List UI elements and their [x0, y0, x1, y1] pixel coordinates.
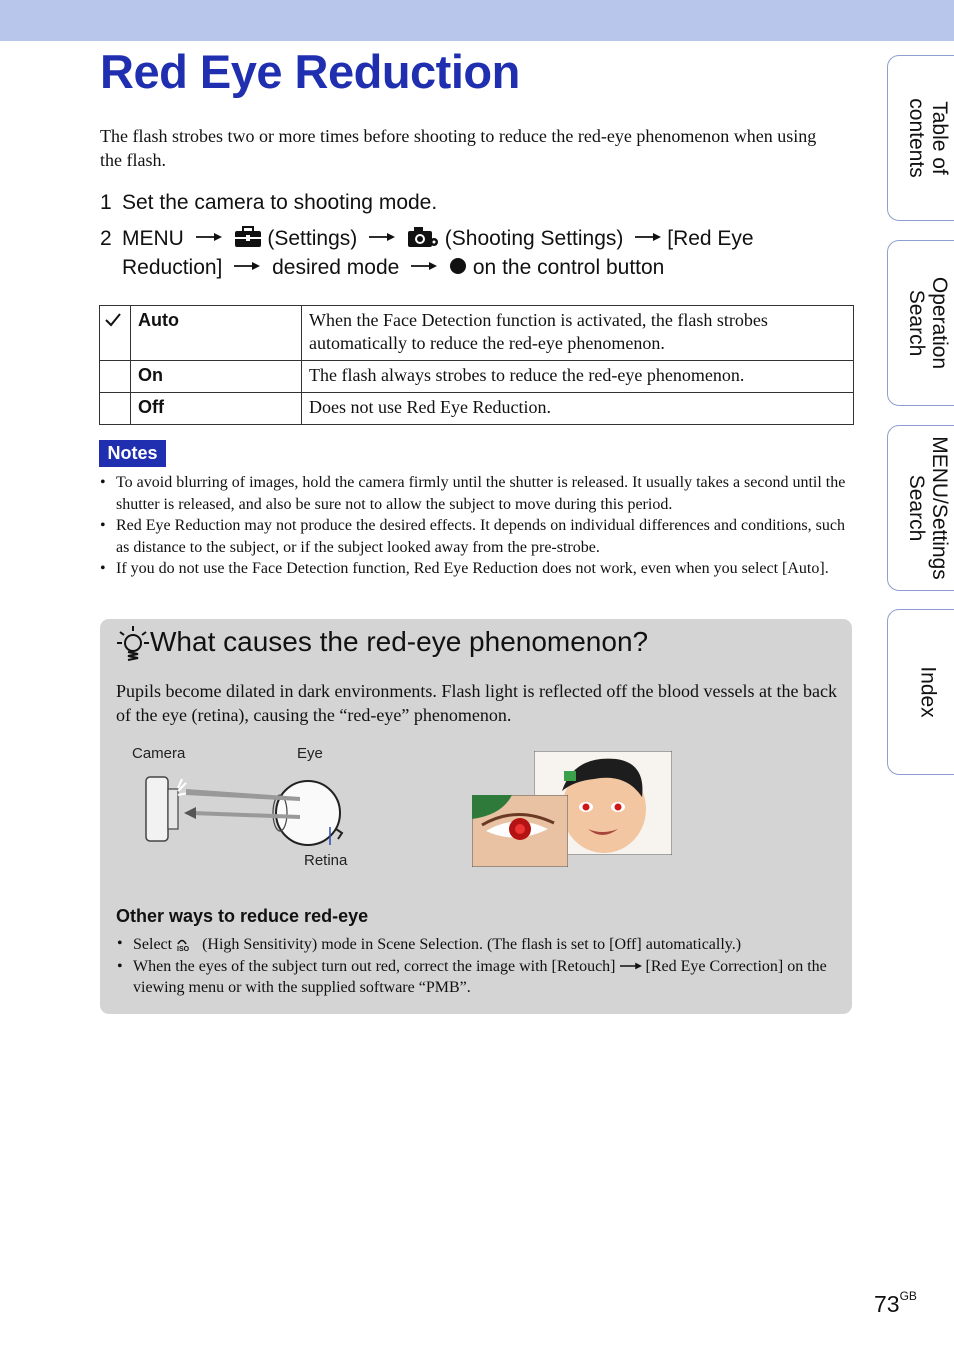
lightbulb-hint-icon [115, 624, 151, 664]
tab-index[interactable]: Index [887, 609, 954, 775]
diagram-label-camera: Camera [132, 745, 186, 762]
other-ways-list [116, 933, 838, 999]
default-checkmark-icon [105, 313, 121, 327]
intro-text: The flash strobes two or more times before shooting to reduce the red-eye phenomenon when using the flash. [100, 126, 817, 170]
table-row [100, 393, 854, 425]
hint-title: What causes the red-eye phenomenon? [150, 626, 649, 657]
notes-badge: Notes [99, 440, 166, 467]
step-1: 1 Set the camera to shooting mode. [100, 191, 438, 214]
svg-text:ISO: ISO [177, 946, 190, 952]
default-cell [100, 306, 131, 361]
default-cell [100, 393, 131, 425]
list-item: • To avoid blurring of images, hold the camera firmly until the shutter is released. It usually takes a second until the shutter is released, and also be sure not to allow the subject to move during this period. [100, 472, 852, 515]
list-item: • If you do not use the Face Detection function, Red Eye Reduction does not work, even when you select [Auto]. [100, 558, 852, 580]
menu-label: MENU [122, 227, 184, 250]
notes-list [100, 472, 852, 580]
arrow-icon [234, 261, 260, 271]
control-button-center-icon [449, 257, 467, 275]
hint-box [100, 619, 852, 1014]
arrow-icon [196, 232, 222, 242]
list-item: • Select ISO (High Sensitivity) mode in Scene Selection. (The flash is set to [Off] automatically.) [116, 933, 838, 956]
arrow-icon [411, 261, 437, 271]
red-eye-photo-closeup [472, 795, 568, 867]
page-title: Red Eye Reduction [100, 45, 520, 98]
hint-text: Pupils become dilated in dark environments. Flash light is reflected off the blood vessels at the back of the eye (retina), causing the “red-eye” phenomenon. [116, 681, 838, 725]
table-row [100, 361, 854, 393]
red-eye-diagram [140, 771, 360, 851]
header-bar [0, 0, 954, 41]
tab-menu-settings-search[interactable]: MENU/Settings Search [887, 425, 954, 591]
tab-table-of-contents[interactable]: Table of contents [887, 55, 954, 221]
page-number: $73^{GB}$ [874, 1289, 917, 1317]
high-sensitivity-iso-icon [176, 936, 198, 952]
mode-name: Off [131, 393, 302, 425]
mode-name: On [131, 361, 302, 393]
mode-description: Does not use Red Eye Reduction. [302, 393, 854, 425]
toolbox-icon [234, 226, 262, 248]
table-row [100, 306, 854, 361]
arrow-icon [620, 961, 642, 971]
mode-description: The flash always strobes to reduce the red-eye phenomenon. [302, 361, 854, 393]
arrow-icon [635, 232, 661, 242]
camera-settings-icon [407, 225, 439, 249]
mode-description: When the Face Detection function is activated, the flash strobes automatically to reduce the red-eye phenomenon. [302, 306, 854, 361]
default-cell [100, 361, 131, 393]
diagram-label-retina: Retina [304, 852, 348, 869]
other-ways-title: Other ways to reduce red-eye [116, 906, 369, 926]
mode-name: Auto [131, 306, 302, 361]
arrow-icon [369, 232, 395, 242]
list-item: • Red Eye Reduction may not produce the desired effects. It depends on individual differences and conditions, such as distance to the subject, or if the subject looked away from the pre-strobe. [100, 515, 852, 558]
list-item: • When the eyes of the subject turn out red, correct the image with [Retouch] [Red Eye Correction] on the viewing menu or with the supplied software “PMB”. [116, 956, 838, 999]
step-2: 2 MENU (Settings) (Shooting Settings) [Red Eye Reduction] desired mode on the control button [100, 227, 754, 279]
modes-table [99, 305, 854, 425]
diagram-label-eye: Eye [297, 745, 323, 762]
tab-operation-search[interactable]: Operation Search [887, 240, 954, 406]
